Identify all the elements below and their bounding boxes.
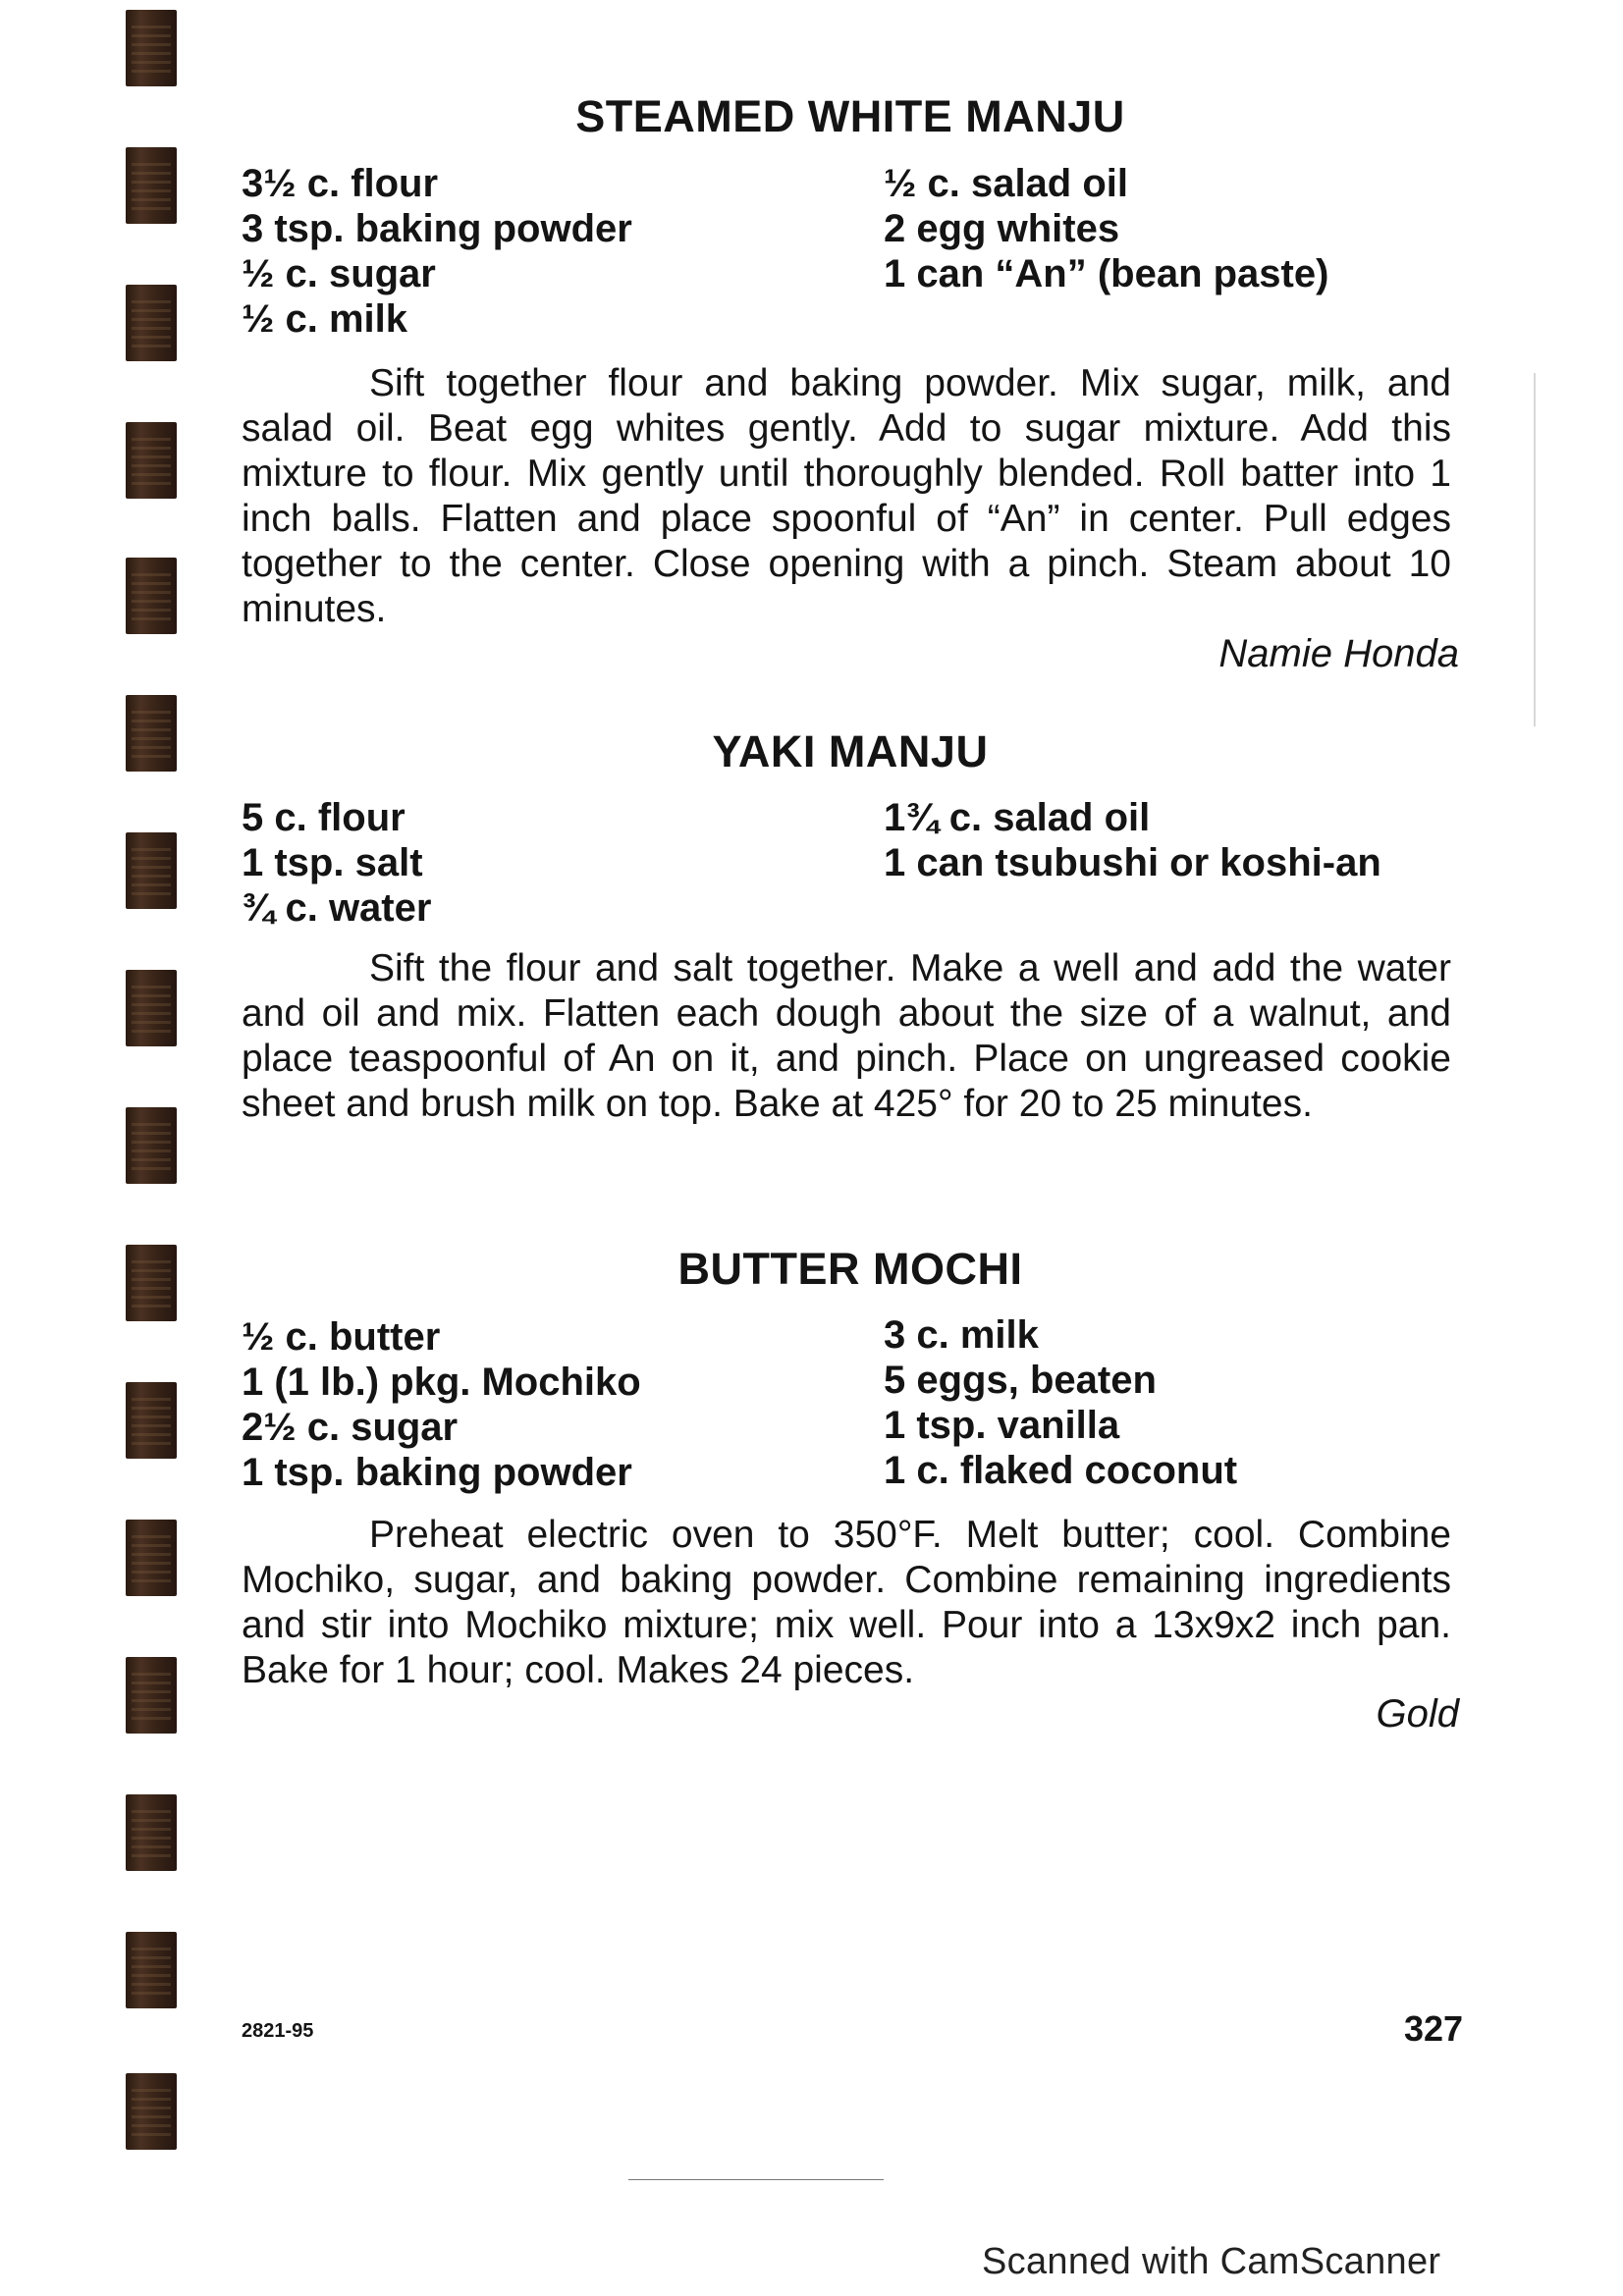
ingredient: 1 can tsubushi or koshi-an (884, 841, 1381, 884)
binding-mark (126, 285, 177, 361)
ingredients-left (242, 1314, 641, 1495)
binding-mark (126, 695, 177, 772)
recipe-title: BUTTER MOCHI (677, 1244, 1023, 1294)
ingredient: 3 tsp. baking powder (242, 207, 632, 250)
ingredient: 2½ c. sugar (242, 1406, 459, 1449)
ingredient: 1 tsp. baking powder (242, 1451, 632, 1494)
page-edge-shadow (1534, 373, 1536, 726)
ingredient: 1 (1 lb.) pkg. Mochiko (242, 1361, 641, 1404)
ingredients-right (884, 161, 1328, 296)
scanner-watermark: Scanned with CamScanner (982, 2241, 1441, 2282)
binding-mark (126, 422, 177, 499)
recipe-author: Namie Honda (1218, 632, 1459, 675)
recipe-title: YAKI MANJU (712, 726, 989, 776)
ingredient: ½ c. salad oil (884, 162, 1129, 205)
binding-mark (126, 558, 177, 634)
binding-mark (126, 1107, 177, 1184)
binding-mark (126, 970, 177, 1046)
ingredient: ½ c. sugar (242, 252, 436, 295)
binding-mark (126, 1382, 177, 1459)
binding-mark (126, 147, 177, 224)
ingredient: ¾ c. water (242, 886, 432, 930)
binding-mark (126, 1245, 177, 1321)
print-code: 2821-95 (242, 2020, 314, 2042)
ingredient: 3½ c. flour (242, 162, 439, 205)
binding-mark (126, 832, 177, 909)
ingredients-left (242, 795, 431, 931)
ingredient: ½ c. butter (242, 1315, 441, 1359)
recipe-instructions: Preheat electric oven to 350°F. Melt butter; cool. Combine Mochiko, sugar, and baking powder. Combine remaining ingredients and stir into Mochiko mixture; mix well. Pour into a 13x9x2 inch pan. Bake for 1 hour; cool. Makes 24 pieces. (242, 1514, 1451, 1691)
recipe-instructions: Sift the flour and salt together. Make a well and add the water and oil and mix. Flatten each dough about the size of a walnut, and place teaspoonful of An on it, and pinch. Place on ungreased cookie sheet and brush milk on top. Bake at 425° for 20 to 25 minutes. (242, 947, 1451, 1125)
ingredient: 3 c. milk (884, 1313, 1039, 1357)
recipe-instructions: Sift together flour and baking powder. Mix sugar, milk, and salad oil. Beat egg whites gently. Add to sugar mixture. Add this mixture to flour. Mix gently until thoroughly blended. Roll batter into 1 inch balls. Flatten and place spoonful of “An” in center. Pull edges together to the center. Close opening with a pinch. Steam about 10 minutes. (242, 362, 1451, 630)
ingredient: 5 eggs, beaten (884, 1359, 1157, 1402)
binding-mark (126, 10, 177, 86)
ingredient: 2 egg whites (884, 207, 1120, 250)
ingredients-right (884, 1312, 1237, 1493)
ingredients-right (884, 795, 1381, 885)
recipe-author: Gold (1376, 1692, 1459, 1735)
ingredient: 1 c. flaked coconut (884, 1449, 1238, 1492)
binding-mark (126, 1520, 177, 1596)
binding-mark (126, 1794, 177, 1871)
recipe-title: STEAMED WHITE MANJU (575, 91, 1125, 141)
binding-mark (126, 1657, 177, 1734)
page-number: 327 (1404, 2008, 1464, 2049)
ingredient: ½ c. milk (242, 297, 407, 341)
ingredient: 1 tsp. salt (242, 841, 423, 884)
ingredient: 5 c. flour (242, 796, 406, 839)
divider (628, 2179, 884, 2180)
binding-mark (126, 2073, 177, 2150)
ingredient: 1¾ c. salad oil (884, 796, 1151, 839)
ingredient: 1 can “An” (bean paste) (884, 252, 1329, 295)
ingredients-left (242, 161, 632, 342)
binding-mark (126, 1932, 177, 2008)
ingredient: 1 tsp. vanilla (884, 1404, 1120, 1447)
